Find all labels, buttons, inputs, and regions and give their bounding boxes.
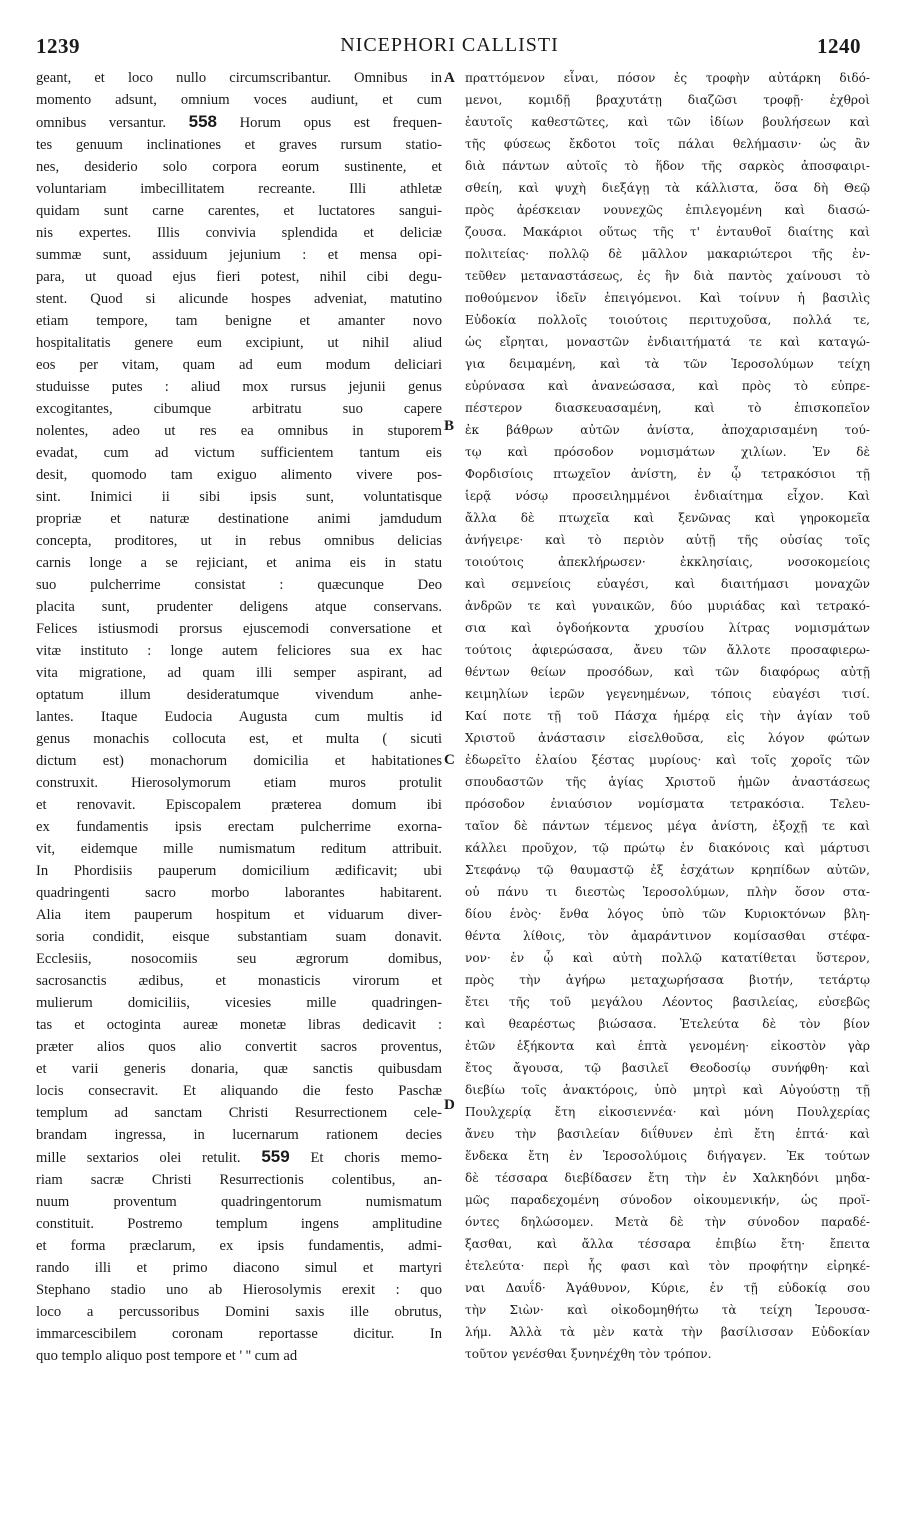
latin-text-line: optatum illum desideratumque vivendum anhe- [36,687,442,703]
latin-text-line: propriæ et naturæ destinatione animi jamdudum [36,511,442,527]
greek-text-line: διὰ πάντων αὐτοῖς τὸ ἥδον τῆς σαρκὸς ἀποσφαιρι- [465,159,870,173]
latin-text-line: concepta, proditores, ut in rebus omnibus delicias [36,533,442,549]
greek-text-line: Εὐδοκία πολλοῖς τοιούτοις περιτυχοῦσα, πολλά τε, [465,313,870,327]
greek-text-line: οὐ πάνυ τι διεστὼς Ἱεροσολύμων, πλὴν ὅσον στα- [465,885,870,899]
latin-text-line: quidam sunt carne carentes, et luctatores sangui- [36,203,442,219]
greek-text-line: τοῦτον γενέσθαι ξυνηνέχθη τὸν τρόπον. [465,1347,712,1361]
greek-text-line: τὴν Σιὼν· καὶ οἰκοδομηθήτω τὰ τείχη Ἱερουσα- [465,1303,870,1317]
greek-text-line: Καί ποτε τῇ τοῦ Πάσχα ἡμέρᾳ εἰς τὴν ἁγίαν τοῦ [465,709,870,723]
greek-text-line: Χριστοῦ ἀνάστασιν εἰσελθοῦσα, εἰς λόγον φώτων [465,731,870,745]
latin-text-line: locis consecravit. Et aliquando die festo Paschæ [36,1083,442,1099]
latin-text-line: omnibus versantur. 558 Horum opus est frequen- [36,112,442,131]
latin-text-line: construxit. Hierosolymorum etiam muros protulit [36,775,442,791]
latin-text-line: quadringenti sacro morbo laborantes habitarent. [36,885,442,901]
greek-text-line: εὐρύνασα καὶ ἀνανεώσασα, καὶ πρὸς τὸ εὐπρε- [465,379,870,393]
latin-text-line: genus monachis collocuta est, et multa ( sicuti [36,731,442,747]
greek-text-line: δίου ἑνὸς· ἔνθα λόγος ὑπὸ τῶν Κυριοκτόνων βλη- [465,907,870,921]
latin-text-line: studuisse putes : aliud mox rursus jejunii genus [36,379,442,395]
latin-text-line: sacrosanctis ædibus, et monasticis virorum et [36,973,442,989]
latin-text-line: nuum proventum quadringentorum numismatum [36,1194,442,1210]
latin-text-line: eos per vitam, quam ad eum modum deliciari [36,357,442,373]
latin-text-line: In Phordisiis pauperum domicilium ædificavit; ubi [36,863,442,879]
latin-text-line: geant, et loco nullo circumscribantur. Omnibus in [36,70,442,86]
latin-text-line: Ecclesiis, nosocomiis seu ægrorum domibus, [36,951,442,967]
latin-text-line: constituit. Postremo templum ingens amplitudine [36,1216,442,1232]
latin-text-line: tes genuum inclinationes et graves rursum statio- [36,137,442,153]
latin-text-line: lantes. Itaque Eudocia Augusta cum multis id [36,709,442,725]
greek-text-line: ἱερᾷ νόσῳ προσειλημμένοι ἐνδιαίτημα εἶχον. Καὶ [465,489,870,503]
latin-text-line: et renovavit. Episcopalem præterea domum ibi [36,797,442,813]
greek-text-line: τούτοις ἀφιερώσασα, ἄνευ τῶν ἄλλοτε προσαφιερω- [465,643,870,657]
latin-text-line: hospitalitatis genere eum excipiunt, ut nihil aliud [36,335,442,351]
latin-text-line: Alia item pauperum hospitum et viduarum diver- [36,907,442,923]
greek-text-line: ἐτῶν ἑξήκοντα καὶ ἑπτὰ γενομένη· εἰκοστὸν γὰρ [465,1039,870,1053]
latin-text-line: immarcescibilem coronam reportasse dicitur. In [36,1326,442,1342]
greek-text-line: ἀνδρῶν τε καὶ γυναικῶν, δύο μυριάδας καὶ τετρακό- [465,599,870,613]
greek-text-line: σθείη, καὶ ψυχὴ διεξάγῃ τὰ κάλλιστα, ὅσα δὴ Θεῷ [465,181,870,195]
latin-text-line: excogitantes, cibumque arbitratu suo capere [36,401,442,417]
greek-text-line: ἐτελεύτα· περὶ ἧς φασι καὶ τὸν προφήτην εἰρηκέ- [465,1259,870,1273]
latin-text-line: dictum est) monachorum domicilia et habitationes [36,753,442,769]
latin-text-line: riam sacræ Christi Resurrectionis colentibus, an- [36,1172,442,1188]
greek-text-line: μῶς παραδεχομένη σύνοδον οἰκουμενικήν, ὡς προϊ- [465,1193,870,1207]
greek-text-line: πραττόμενον εἶναι, πόσον ἐς τροφὴν αὐτάρκη διδό- [465,71,870,85]
section-number: 559 [261,1147,290,1166]
latin-text-line: nes, desiderio solo corpora eorum sustinente, et [36,159,442,175]
latin-text-line: vitæ instituto : longe autem feliciores sua ex hac [36,643,442,659]
greek-text-line: ἐκ βάθρων αὐτῶν ἀνίστα, ἀποχαρισαμένη τού- [465,423,870,437]
greek-text-line: νον· ἐν ᾧ καὶ αὐτὴ πολλῷ κατατίθεται ὕστερον, [465,951,870,965]
latin-text-line: ex fundamentis ipsis erectam pulcherrime exorna- [36,819,442,835]
left-page-number: 1239 [36,34,80,58]
greek-text-line: ζουσα. Μακάριοι οὕτως τῆς τ' ἐνταυθοῖ διαίτης καὶ [465,225,870,239]
latin-text-line: placita sunt, prudenter deligens atque conservans. [36,599,442,615]
latin-text-line: rando illi et primo diacono simul et martyri [36,1260,442,1276]
latin-text-line: Felices istiusmodi prorsus ejuscemodi conversatione et [36,621,442,637]
margin-marker-b: B [444,418,455,434]
latin-text-line: et forma præclarum, ex ipsis fundamentis, admi- [36,1238,442,1254]
greek-text-line: τοιούτοις ἀπεκλήρωσεν· ἐκκλησίαις, νοσοκομείοις [465,555,870,569]
latin-text-line: vit, eidemque mille numismatum reditum attribuit. [36,841,442,857]
greek-text-line: ὡς εἴρηται, μοναστῶν ἐνδιαιτήματά τε καὶ καταγώ- [465,335,870,349]
greek-text-line: ἐδωρεῖτο ἐλαίου ξέστας μυρίους· καὶ τοῖς χοροῖς τῶν [465,753,870,767]
latin-text-line: summæ sunt, assiduum jejunium : et mensa opi- [36,247,442,263]
latin-text-line: voluntariam imbecillitatem recreante. Illi athletæ [36,181,442,197]
greek-text-line: πρὸς ἀρέσκειαν νουνεχῶς ἐπιλεγομένη καὶ διασώ- [465,203,870,217]
greek-text-line: ἑαυτοῖς καθεστῶτες, καὶ τῶν ἰδίων βουλήσεων καὶ [465,115,870,129]
greek-text-line: τῆς φύσεως ἔκδοτοι τοῖς πάλαι θελήμασιν· ὡς ἂν [465,137,870,151]
margin-marker-c: C [444,752,455,768]
greek-text-line: τῳ καὶ πρόσοδον νομισμάτων χιλίων. Ἐν δὲ [465,445,870,459]
latin-text-line: carnis longe a se rejiciant, et anima eis in statu [36,555,442,571]
greek-text-line: σια καὶ ὀγδοήκοντα χρυσίου λίτρας νομισμάτων [465,621,870,635]
greek-text-line: μενοι, κομιδῇ βραχυτάτῃ διαζῶσι τροφῇ· ἐχθροὶ [465,93,870,107]
greek-text-line: πέστερον διασκευασαμένη, καὶ τὸ ἐπισκοπεῖον [465,401,870,415]
latin-text-line: Stephano stadio uno ab Hierosolymis erexit : quo [36,1282,442,1298]
margin-marker-d: D [444,1097,455,1113]
greek-text-line: θέντων θείων προσόδων, καὶ τῶν διαφόρως αὐτῇ [465,665,870,679]
greek-text-line: ποθούμενον ἰδεῖν ἐπειγόμενοι. Καὶ τοίνυν ἡ βασιλὶς [465,291,870,305]
greek-text-line: ξασθαι, καὶ ἄλλα τέσσαρα ἐπιβίω ἔτη· ἔπειτα [465,1237,870,1251]
latin-text-line: etiam tempore, tam benigne et amanter novo [36,313,442,329]
latin-text-line: sint. Inimici ii sibi ipsis sunt, voluntatisque [36,489,442,505]
latin-text-line: suo pulcherrime consistat : quæcunque Deo [36,577,442,593]
latin-text-line: tas et octoginta aureæ monetæ libras dedicavit : [36,1017,442,1033]
page-header [30,34,869,64]
greek-text-line: θέντα λίθοις, τὸν ἀμαράντινον κομίσασθαι στέφα- [465,929,870,943]
greek-text-line: ἔτει τῆς τοῦ μεγάλου Λέοντος βασιλείας, εὐσεβῶς [465,995,870,1009]
greek-text-line: Φορδισίοις πτωχεῖον ἀνίστη, ἐν ᾧ τετρακόσιοι τῇ [465,467,870,481]
greek-text-line: πρὸς τὴν ἀγήρω μεταχωρήσασα βιοτήν, τετάρτῳ [465,973,870,987]
greek-text-line: διεβίω τοῖς ἀνακτόροις, ὑπὸ μητρὶ καὶ Αὐγούστῃ τῇ [465,1083,870,1097]
greek-text-line: Πουλχερίᾳ ἔτη εἰκοσιεννέα· καὶ μόνη Πουλχερίας [465,1105,870,1119]
greek-text-line: τεῦθεν μεταναστάσεως, ἐς ἣν διὰ παντὸς χαίνουσι τὸ [465,269,870,283]
latin-text-line: momento adsunt, omnium voces audiunt, et cum [36,92,442,108]
latin-text-line: desit, quomodo tam exiguo alimento vivere pos- [36,467,442,483]
greek-text-line: ταῖον δὲ πάντων τέμενος μέγα ἀνίστη, ἐξοχῇ τε καὶ [465,819,870,833]
greek-text-line: ἔτος ἄγουσα, τῷ βασιλεῖ Θεοδοσίῳ συνήφθη· καὶ [465,1061,870,1075]
latin-text-line: nolentes, adeo ut res ea omnibus in stuporem [36,423,442,439]
greek-text-line: ἀνήγειρε· καὶ τὸ περιὸν αὐτῇ τῆς οὐσίας τοῖς [465,533,870,547]
greek-text-line: πρόσοδον ἐνιαύσιον νομίσματα τετρακόσια. Τελευ- [465,797,870,811]
latin-text-line: præter alios quos alio convertit sacros proventus, [36,1039,442,1055]
greek-text-line: ἄνευ τὴν βασιλείαν διΐθυνεν ἐπὶ ἔτη ἑπτά· καὶ [465,1127,870,1141]
latin-text-line: et varii generis donaria, quæ sanctis quibusdam [36,1061,442,1077]
greek-text-line: όντες δηλώσομεν. Μετὰ δὲ τὴν σύνοδον παραδέ- [465,1215,870,1229]
greek-text-line: πολιτείας· πολλῷ δὲ μᾶλλον μακαριώτεροι τῆς ἐν- [465,247,870,261]
running-title: NICEPHORI CALLISTI [340,34,559,56]
greek-text-line: ναι Δαυΐδ· Ἀγάθυνον, Κύριε, ἐν τῇ εὐδοκίᾳ σου [465,1281,870,1295]
latin-text-line: evadat, cum ad victum sufficientem tantum eis [36,445,442,461]
latin-text-line: templum ad sanctam Christi Resurrectionem cele- [36,1105,442,1121]
greek-text-line: καὶ σεμνείοις εὐαγέσι, καὶ διαιτήμασι μοναχῶν [465,577,870,591]
latin-text-line: nis expertes. Illis convivia splendida et deliciæ [36,225,442,241]
section-number: 558 [188,112,218,131]
latin-column [36,67,442,1367]
latin-text-line: mille sextarios olei retulit. 559 Et choris memo- [36,1147,442,1166]
latin-text-line: brandam ingressa, in lucernarum rationem decies [36,1127,442,1143]
greek-text-line: ἄλλα δὲ πτωχεῖα καὶ ξενῶνας καὶ γηροκομεῖα [465,511,870,525]
latin-text-line: vita migratione, ad quam illi semper aspirant, ad [36,665,442,681]
greek-text-line: καὶ θεαρέστως βιώσασα. Ἐτελεύτα δὲ τὸν βίον [465,1017,870,1031]
greek-text-line: σπουδαστῶν τῆς ἁγίας Χριστοῦ ἡμῶν ἀναστάσεως [465,775,870,789]
margin-marker-a: A [444,70,455,86]
greek-text-line: Στεφάνῳ τῷ θαυμαστῷ ἐξ ἐσχάτων κρηπίδων αὐτῶν, [465,863,870,877]
latin-text-line: mulierum domiciliis, vicesies mille quadringen- [36,995,442,1011]
right-page-number: 1240 [817,34,861,58]
greek-column [465,67,870,1365]
greek-text-line: δὲ τέσσαρα διεβίδασεν ἔτη τὴν ἐν Χαλκηδόνι μηδα- [465,1171,870,1185]
latin-text-line: quo templo aliquo post tempore et ' '' cum ad [36,1348,298,1364]
greek-text-line: κειμηλίων ἱερῶν γεγενημένων, τόποις εὐαγέσι τισί. [465,687,870,701]
greek-text-line: λήμ. Ἀλλὰ τὰ μὲν κατὰ τὴν βασίλισσαν Εὐδοκίαν [465,1325,870,1339]
latin-text-line: para, ut quoad ejus fieri potest, nihil cibi degu- [36,269,442,285]
greek-text-line: κάλλει προῦχον, τῷ πρώτῳ ἐν διακόνοις καὶ μάρτυσι [465,841,870,855]
greek-text-line: ἕνδεκα ἔτη ἐν Ἱεροσολύμοις διήγαγεν. Ἐκ τούτων [465,1149,870,1163]
latin-text-line: loco a percussoribus Domini saxis ille obrutus, [36,1304,442,1320]
latin-text-line: stent. Quod si alicunde hospes adveniat, matutino [36,291,442,307]
latin-text-line: soria condidit, eisque substantiam suam donavit. [36,929,442,945]
greek-text-line: για δειμαμένη, καὶ τὰ τῶν Ἱεροσολύμων τείχη [465,357,870,371]
